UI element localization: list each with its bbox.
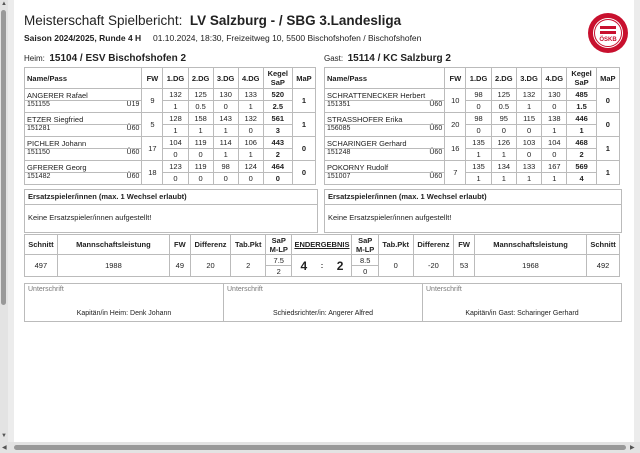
signatures <box>24 283 622 322</box>
player-category: Ü60 <box>429 101 443 108</box>
player-sap-dg3: 1 <box>516 173 541 185</box>
player-kegel-total: 569 <box>567 161 596 173</box>
player-sap-row <box>25 101 316 113</box>
player-fw: 9 <box>142 89 163 113</box>
col-dg2: 2.DG <box>491 68 516 89</box>
player-category: Ü60 <box>126 173 140 180</box>
player-name: PICHLER Johann <box>25 137 142 149</box>
player-fw: 20 <box>445 113 466 137</box>
player-kegel-dg3: 132 <box>516 89 541 101</box>
player-sap-dg2: 1 <box>491 173 516 185</box>
player-kegel-dg3: 143 <box>213 113 238 125</box>
player-kegel-dg3: 114 <box>213 137 238 149</box>
player-kegel-dg1: 135 <box>466 137 491 149</box>
signature-label: Unterschrift <box>227 286 263 293</box>
title-match: LV Salzburg - / SBG 3.Landesliga <box>189 13 402 28</box>
player-kegel-dg2: 125 <box>188 89 213 101</box>
player-sap-dg4: 0 <box>238 125 263 137</box>
player-kegel-dg1: 98 <box>466 89 491 101</box>
player-sap-total: 3 <box>263 125 292 137</box>
player-row <box>25 161 316 173</box>
sum-mlp-home: 2 <box>266 266 292 277</box>
player-sap-dg3: 0 <box>516 125 541 137</box>
player-sap-dg3: 1 <box>213 149 238 161</box>
player-sap-dg2: 0 <box>188 173 213 185</box>
player-row <box>25 89 316 101</box>
title-prefix: Meisterschaft Spielbericht: <box>24 13 183 28</box>
col-dg3: 3.DG <box>213 68 238 89</box>
col-kegel-sap: Kegel SaP <box>263 68 292 89</box>
player-sap-dg2: 0.5 <box>491 101 516 113</box>
player-name: ETZER Siegfried <box>25 113 142 125</box>
player-row <box>325 137 620 149</box>
player-fw: 18 <box>142 161 163 185</box>
player-category: U19 <box>126 101 140 108</box>
col-dg1: 1.DG <box>163 68 188 89</box>
player-fw: 17 <box>142 137 163 161</box>
guest-subs-text: Keine Ersatzspieler/innen aufgestellt! <box>328 213 452 222</box>
player-sap-dg1: 1 <box>163 125 188 137</box>
guest-label: Gast: <box>324 54 344 63</box>
player-sap-dg1: 1 <box>466 149 491 161</box>
home-team-header <box>24 53 186 64</box>
player-name: STRASSHOFER Erika <box>325 113 445 125</box>
vertical-scrollbar[interactable] <box>0 0 8 442</box>
sum-endergebnis-h: ENDERGEBNIS <box>292 235 352 255</box>
guest-substitutes <box>324 189 622 233</box>
player-map: 1 <box>596 161 619 185</box>
signature-referee <box>224 284 423 321</box>
signature-label: Unterschrift <box>426 286 462 293</box>
guest-table-header <box>325 68 620 89</box>
sum-schnitt-home: 497 <box>25 255 58 277</box>
player-sap-total: 2.5 <box>263 101 292 113</box>
sum-fw-guest-h: FW <box>454 235 475 255</box>
player-name: ANGERER Rafael <box>25 89 142 101</box>
player-fw: 10 <box>445 89 466 113</box>
player-kegel-dg1: 98 <box>466 113 491 125</box>
player-kegel-total: 520 <box>263 89 292 101</box>
col-fw: FW <box>142 68 163 89</box>
player-kegel-dg3: 115 <box>516 113 541 125</box>
player-sap-row <box>25 149 316 161</box>
player-kegel-dg1: 132 <box>163 89 188 101</box>
player-sap-dg3: 0 <box>213 173 238 185</box>
player-kegel-dg4: 133 <box>238 89 263 101</box>
player-sap-dg1: 0 <box>466 125 491 137</box>
player-sap-dg4: 0 <box>238 173 263 185</box>
player-sap-dg1: 0 <box>163 173 188 185</box>
guest-captain: Kapitän/in Gast: Scharinger Gerhard <box>465 310 579 317</box>
result-guest: 2 <box>329 255 352 277</box>
horizontal-scroll-thumb[interactable] <box>14 445 626 450</box>
scroll-up-icon[interactable]: ▲ <box>1 1 7 7</box>
sum-tabpkt-guest-h: Tab.Pkt <box>378 235 413 255</box>
page-title <box>24 13 401 28</box>
player-map: 0 <box>292 161 315 185</box>
player-kegel-total: 561 <box>263 113 292 125</box>
guest-team-header <box>324 53 451 64</box>
player-kegel-total: 443 <box>263 137 292 149</box>
player-kegel-dg2: 134 <box>491 161 516 173</box>
sum-sap-mlp-home-h: SaP M-LP <box>266 235 292 255</box>
guest-team-name: 15114 / KC Salzburg 2 <box>347 53 451 64</box>
player-pass: 151281 Ü60 <box>25 125 142 137</box>
player-kegel-dg4: 106 <box>238 137 263 149</box>
sum-leistung-home-h: Mannschaftsleistung <box>57 235 169 255</box>
player-row <box>325 161 620 173</box>
player-map: 1 <box>596 137 619 161</box>
player-name: POKORNY Rudolf <box>325 161 445 173</box>
player-pass: 151155 U19 <box>25 101 142 113</box>
player-kegel-dg4: 138 <box>542 113 567 125</box>
player-kegel-dg2: 126 <box>491 137 516 149</box>
player-sap-dg4: 0 <box>542 101 567 113</box>
sum-diff-guest-h: Differenz <box>413 235 454 255</box>
player-kegel-dg3: 103 <box>516 137 541 149</box>
player-sap-dg4: 0 <box>542 149 567 161</box>
player-kegel-total: 446 <box>567 113 596 125</box>
player-kegel-dg4: 104 <box>542 137 567 149</box>
player-sap-dg1: 1 <box>466 173 491 185</box>
player-pass: 151351 Ü60 <box>325 101 445 113</box>
guest-subs-header: Ersatzspieler/innen (max. 1 Wechsel erlaubt) <box>325 190 621 205</box>
player-map: 0 <box>292 137 315 161</box>
home-subs-text: Keine Ersatzspieler/innen aufgestellt! <box>28 213 152 222</box>
player-kegel-dg3: 133 <box>516 161 541 173</box>
home-substitutes <box>24 189 318 233</box>
col-dg4: 4.DG <box>238 68 263 89</box>
player-kegel-total: 464 <box>263 161 292 173</box>
player-sap-total: 1 <box>567 125 596 137</box>
player-pass: 151248 Ü60 <box>325 149 445 161</box>
player-sap-dg2: 1 <box>491 149 516 161</box>
player-sap-row <box>25 125 316 137</box>
player-kegel-dg1: 104 <box>163 137 188 149</box>
col-dg2: 2.DG <box>188 68 213 89</box>
player-fw: 7 <box>445 161 466 185</box>
player-sap-dg2: 0.5 <box>188 101 213 113</box>
player-category: Ü60 <box>429 149 443 156</box>
player-sap-dg4: 1 <box>542 173 567 185</box>
col-name: Name/Pass <box>325 68 445 89</box>
home-players-table <box>24 67 316 185</box>
result-sep: : <box>315 255 329 277</box>
logo-text: ÖSKB <box>599 37 617 43</box>
player-category: Ü60 <box>429 173 443 180</box>
player-row <box>325 89 620 101</box>
player-sap-total: 1.5 <box>567 101 596 113</box>
player-sap-dg2: 0 <box>491 125 516 137</box>
sum-fw-home-h: FW <box>170 235 191 255</box>
player-sap-dg2: 0 <box>188 149 213 161</box>
player-sap-dg3: 0 <box>213 101 238 113</box>
vertical-scroll-thumb[interactable] <box>1 10 6 305</box>
player-map: 1 <box>292 89 315 113</box>
player-sap-total: 2 <box>567 149 596 161</box>
signature-label: Unterschrift <box>28 286 64 293</box>
col-fw: FW <box>445 68 466 89</box>
sum-schnitt-guest: 492 <box>587 255 620 277</box>
player-sap-row <box>25 173 316 185</box>
player-row <box>25 113 316 125</box>
player-sap-row <box>325 101 620 113</box>
player-kegel-dg2: 158 <box>188 113 213 125</box>
sum-schnitt-guest-h: Schnitt <box>587 235 620 255</box>
player-kegel-dg2: 119 <box>188 161 213 173</box>
player-sap-total: 2 <box>263 149 292 161</box>
sum-diff-home-h: Differenz <box>190 235 231 255</box>
sum-fw-guest: 53 <box>454 255 475 277</box>
player-kegel-dg4: 167 <box>542 161 567 173</box>
player-kegel-dg2: 125 <box>491 89 516 101</box>
sum-leistung-guest-h: Mannschaftsleistung <box>474 235 586 255</box>
sum-diff-home: 20 <box>190 255 231 277</box>
player-kegel-dg4: 130 <box>542 89 567 101</box>
player-category: Ü60 <box>126 149 140 156</box>
sum-leistung-guest: 1968 <box>474 255 586 277</box>
home-captain: Kapitän/in Heim: Denk Johann <box>76 310 172 317</box>
player-sap-row <box>325 125 620 137</box>
horizontal-scrollbar[interactable] <box>0 442 640 453</box>
sum-leistung-home: 1988 <box>57 255 169 277</box>
player-category: Ü60 <box>126 125 140 132</box>
player-kegel-dg1: 128 <box>163 113 188 125</box>
sum-tabpkt-home: 2 <box>231 255 266 277</box>
sum-tabpkt-guest: 0 <box>378 255 413 277</box>
player-sap-dg1: 0 <box>466 101 491 113</box>
summary-table <box>24 234 620 277</box>
sum-diff-guest: -20 <box>413 255 454 277</box>
player-name: GFRERER Georg <box>25 161 142 173</box>
player-pass: 156085 Ü60 <box>325 125 445 137</box>
scroll-left-icon[interactable]: ◀ <box>2 445 7 451</box>
player-name: SCHARINGER Gerhard <box>325 137 445 149</box>
player-map: 1 <box>292 113 315 137</box>
col-dg1: 1.DG <box>466 68 491 89</box>
player-sap-dg4: 1 <box>542 125 567 137</box>
match-info <box>24 33 421 43</box>
report-page <box>14 0 634 442</box>
sum-sap-guest: 8.5 <box>352 255 378 266</box>
guest-players-table <box>324 67 620 185</box>
player-sap-dg1: 1 <box>163 101 188 113</box>
player-sap-dg3: 1 <box>516 101 541 113</box>
player-kegel-dg2: 119 <box>188 137 213 149</box>
player-pass: 151482 Ü60 <box>25 173 142 185</box>
scroll-right-icon[interactable]: ▶ <box>630 445 635 451</box>
signature-home <box>25 284 224 321</box>
player-kegel-dg1: 135 <box>466 161 491 173</box>
col-map: MaP <box>292 68 315 89</box>
player-kegel-dg3: 98 <box>213 161 238 173</box>
player-sap-total: 4 <box>567 173 596 185</box>
player-name: SCHRATTENECKER Herbert <box>325 89 445 101</box>
col-kegel-sap: Kegel SaP <box>567 68 596 89</box>
player-kegel-dg4: 132 <box>238 113 263 125</box>
home-label: Heim: <box>24 54 45 63</box>
player-row <box>25 137 316 149</box>
referee: Schiedsrichter/in: Angerer Alfred <box>273 310 373 317</box>
player-kegel-dg4: 124 <box>238 161 263 173</box>
col-dg4: 4.DG <box>542 68 567 89</box>
player-sap-dg4: 1 <box>238 101 263 113</box>
col-dg3: 3.DG <box>516 68 541 89</box>
scroll-down-icon[interactable]: ▼ <box>1 433 7 439</box>
player-kegel-total: 485 <box>567 89 596 101</box>
player-sap-total: 0 <box>263 173 292 185</box>
player-sap-row <box>325 173 620 185</box>
player-fw: 5 <box>142 113 163 137</box>
sum-tabpkt-home-h: Tab.Pkt <box>231 235 266 255</box>
home-table-header <box>25 68 316 89</box>
player-pass: 151007 Ü60 <box>325 173 445 185</box>
sum-mlp-guest: 0 <box>352 266 378 277</box>
player-map: 0 <box>596 89 619 113</box>
oeskb-logo <box>587 12 629 54</box>
player-pass: 151150 Ü60 <box>25 149 142 161</box>
player-kegel-total: 468 <box>567 137 596 149</box>
player-sap-dg3: 1 <box>213 125 238 137</box>
result-home: 4 <box>292 255 315 277</box>
player-kegel-dg3: 130 <box>213 89 238 101</box>
signature-guest <box>423 284 621 321</box>
season-label: Saison 2024/2025, Runde 4 H <box>24 33 142 43</box>
player-sap-dg2: 1 <box>188 125 213 137</box>
sum-sap-home: 7.5 <box>266 255 292 266</box>
player-sap-dg3: 0 <box>516 149 541 161</box>
player-kegel-dg1: 123 <box>163 161 188 173</box>
sum-schnitt-home-h: Schnitt <box>25 235 58 255</box>
col-map: MaP <box>596 68 619 89</box>
col-name: Name/Pass <box>25 68 142 89</box>
sum-fw-home: 49 <box>170 255 191 277</box>
player-category: Ü60 <box>429 125 443 132</box>
player-sap-dg1: 0 <box>163 149 188 161</box>
player-row <box>325 113 620 125</box>
home-subs-header: Ersatzspieler/innen (max. 1 Wechsel erlaubt) <box>25 190 317 205</box>
player-kegel-dg2: 95 <box>491 113 516 125</box>
player-sap-row <box>325 149 620 161</box>
match-details: 01.10.2024, 18:30, Freizeitweg 10, 5500 Bischofshofen / Bischofshofen <box>152 33 422 43</box>
player-map: 0 <box>596 113 619 137</box>
home-team-name: 15104 / ESV Bischofshofen 2 <box>49 53 187 64</box>
player-fw: 16 <box>445 137 466 161</box>
sum-sap-mlp-guest-h: SaP M-LP <box>352 235 378 255</box>
player-sap-dg4: 1 <box>238 149 263 161</box>
